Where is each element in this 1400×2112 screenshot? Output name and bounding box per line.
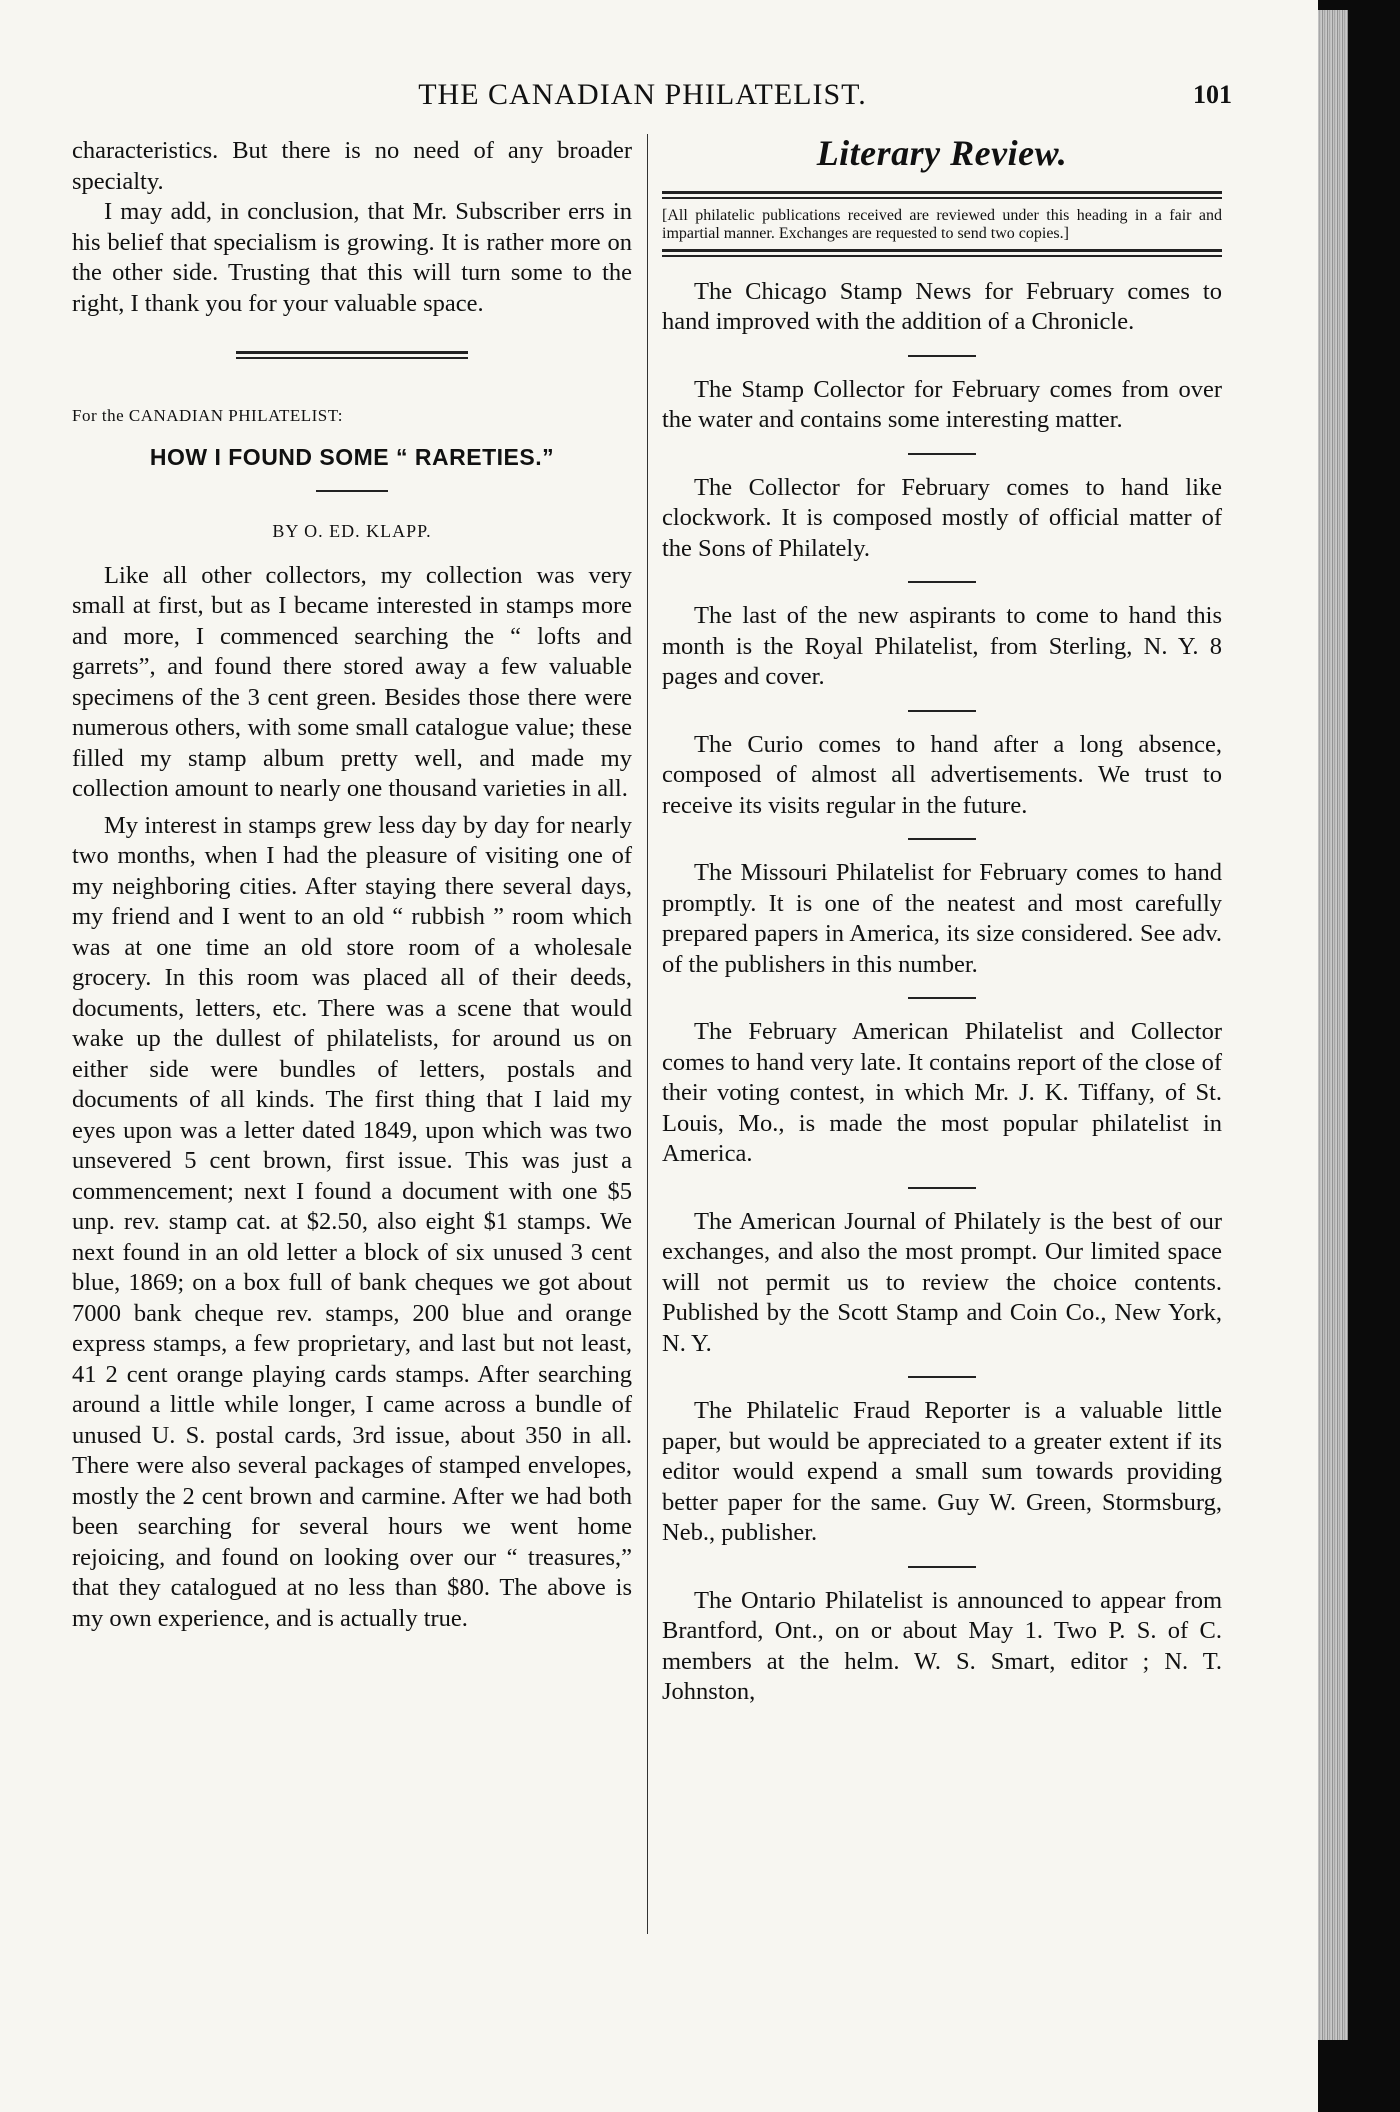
right-column <box>662 133 1222 1708</box>
review-separator <box>908 838 976 840</box>
notice-bottom-rule <box>662 249 1222 257</box>
running-title: THE CANADIAN PHILATELIST. <box>418 78 867 111</box>
review-separator <box>908 1566 976 1568</box>
article-paragraph: Like all other collectors, my collection was very small at first, but as I became interested in stamps more and more, I commenced searching the “ lofts and garrets”, and found there stored away a few valuable specimens of the 3 cent green. Besides those there were numerous others, with some small catalogue value; these filled my stamp album pretty well, and made my collection amount to nearly one thousand varieties in all. <box>72 561 632 802</box>
review-entry: The last of the new aspirants to come to hand this month is the Royal Philatelist, from Sterling, N. Y. 8 pages and cover. <box>662 602 1222 690</box>
review-entry: The Curio comes to hand after a long absence, composed of almost all advertisements. We trust to receive its visits regular in the future. <box>662 730 1222 819</box>
review-entry: The American Journal of Philately is the best of our exchanges, and also the most prompt. Our limited space will not permit us to review the choice contents. Published by the Scott Stamp and Coin Co., New York, N. Y. <box>662 1207 1222 1357</box>
review-separator <box>908 453 976 455</box>
article-paragraph: My interest in stamps grew less day by day for nearly two months, when I had the pleasure of visiting one of my neighboring cities. After staying there several days, my friend and I went to an old “ rubbish ” room which was at one time an old store room of a wholesale grocery. In this room was placed all of their deeds, documents, letters, etc. There was a scene that would wake up the dullest of philatelists, for around us on either side were bundles of letters, postals and documents of all kinds. The first thing that I laid my eyes upon was a letter dated 1849, upon which was two unsevered 5 cent brown, first issue. This was just a commencement; next I found a document with one $5 unp. rev. stamp cat. at $2.50, also eight $1 stamps. We next found in an old letter a block of six unused 3 cent blue, 1869; on a box full of bank cheques we got about 7000 bank cheque rev. stamps, 200 blue and orange express stamps, a few proprietary, and last but not least, 41 2 cent orange playing cards stamps. After searching around a little while longer, I came across a bundle of unused U. S. postal cards, 3rd issue, about 350 in all. There were also several packages of stamped envelopes, mostly the 2 cent brown and carmine. After we had both been searching for several hours we went home rejoicing, and found on looking over our “ treasures,” that they catalogued at no less than $80. The above is my own experience, and is actually true. <box>72 811 632 1632</box>
review-separator <box>908 581 976 583</box>
continuation-paragraph: I may add, in conclusion, that Mr. Subscriber errs in his belief that specialism is growing. It is rather more on the other side. Trusting that this will turn some to the right, I thank you for your valuable space. <box>72 198 632 317</box>
review-entry: The Collector for February comes to hand like clockwork. It is composed mostly of official matter of the Sons of Philately. <box>662 473 1222 562</box>
review-entry: The Philatelic Fraud Reporter is a valuable little paper, but would be appreciated to a greater extent if its editor would expend a small sum towards providing better paper for the same. Guy W. Green, Stormsburg, Neb., publisher. <box>662 1397 1222 1546</box>
review-separator <box>908 710 976 712</box>
page-number: 101 <box>1193 80 1232 109</box>
column-divider <box>647 134 648 1934</box>
title-rule <box>316 490 388 492</box>
review-entry: The February American Philatelist and Collector comes to hand very late. It contains report of the close of their voting contest, in which Mr. J. K. Tiffany, of St. Louis, Mo., is made the most popular philatelist in America. <box>662 1018 1222 1167</box>
book-page-edges <box>1318 10 1348 2040</box>
review-notice: [All philatelic publications received are reviewed under this heading in a fair and impartial manner. Exchanges are requested to send two copies.] <box>662 206 1222 242</box>
review-separator <box>908 1187 976 1189</box>
continuation-paragraph: characteristics. But there is no need of any broader specialty. <box>72 137 632 195</box>
notice-top-rule <box>662 191 1222 199</box>
article-byline: BY O. ED. KLAPP. <box>272 521 432 541</box>
review-entry: The Ontario Philatelist is announced to appear from Brantford, Ont., on or about May 1. Two P. S. of C. members at the helm. W. S. Smart, editor ; N. T. Johnston, <box>662 1586 1222 1705</box>
review-separator <box>908 1376 976 1378</box>
page-header <box>55 78 1230 118</box>
article-title: HOW I FOUND SOME “ RARETIES.” <box>149 443 555 470</box>
section-title: Literary Review. <box>816 133 1068 173</box>
review-entry: The Stamp Collector for February comes from over the water and contains some interesting matter. <box>662 375 1222 433</box>
review-entry: The Missouri Philatelist for February comes to hand promptly. It is one of the neatest and most carefully prepared papers in America, its size considered. See adv. of the publishers in this number. <box>662 859 1222 978</box>
review-separator <box>908 997 976 999</box>
source-line: For the CANADIAN PHILATELIST: <box>72 406 343 425</box>
review-entry: The Chicago Stamp News for February comes to hand improved with the addition of a Chronicle. <box>662 277 1222 335</box>
review-separator <box>908 355 976 357</box>
left-column <box>72 136 632 1634</box>
section-separator <box>236 351 468 359</box>
